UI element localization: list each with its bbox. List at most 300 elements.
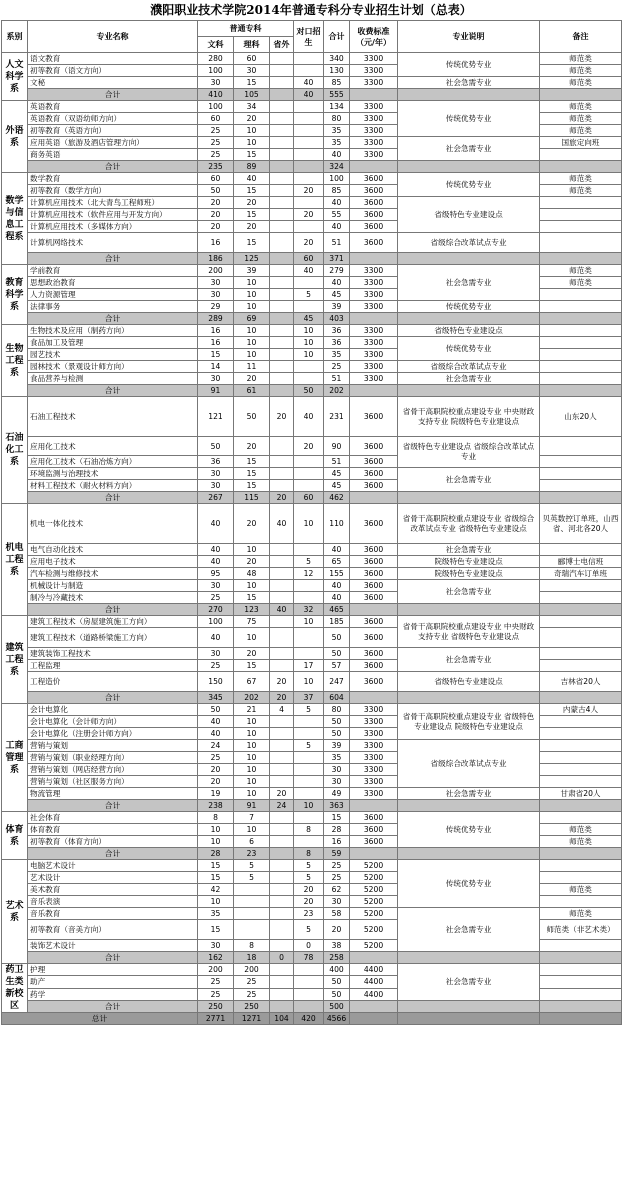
empty-cell [540, 800, 622, 812]
major-description: 省级特色专业建设点 省级综合改革试点专业 [398, 437, 540, 468]
empty-cell [540, 952, 622, 964]
total-value: 57 [324, 660, 350, 672]
duikou-value [294, 812, 324, 824]
subtotal-label: 合计 [28, 161, 198, 173]
empty-cell [540, 385, 622, 397]
wenke-value: 30 [198, 373, 234, 385]
major-name: 计算机应用技术（北大青鸟工程师班） [28, 197, 198, 209]
subtotal-label: 合计 [28, 385, 198, 397]
fee-value: 3300 [350, 752, 398, 764]
remark-cell [540, 349, 622, 361]
duikou-value [294, 716, 324, 728]
dept-cell: 教育科学系 [2, 265, 28, 325]
wenke-value: 40 [198, 544, 234, 556]
table-row [2, 616, 622, 628]
major-name: 制冷与冷藏技术 [28, 592, 198, 604]
wenke-value: 50 [198, 704, 234, 716]
total-value: 45 [324, 289, 350, 301]
fee-value: 3600 [350, 592, 398, 604]
major-name: 电脑艺术设计 [28, 860, 198, 872]
like-value: 5 [234, 860, 270, 872]
major-name: 园林技术（景观设计师方向） [28, 361, 198, 373]
major-name: 汽车检测与维修技术 [28, 568, 198, 580]
remark-cell: 师范类 [540, 265, 622, 277]
table-row [2, 397, 622, 437]
remark-cell [540, 964, 622, 976]
like-value: 11 [234, 361, 270, 373]
wenke-value: 30 [198, 940, 234, 952]
remark-cell: 师范类 [540, 185, 622, 197]
total-value: 20 [324, 920, 350, 940]
subtotal-value [270, 385, 294, 397]
major-description: 院级特色专业建设点 [398, 568, 540, 580]
total-value: 80 [324, 113, 350, 125]
major-name: 英语教育（双语幼师方向） [28, 113, 198, 125]
total-value: 38 [324, 940, 350, 952]
like-value: 200 [234, 964, 270, 976]
fee-value: 3300 [350, 716, 398, 728]
major-name: 生物技术及应用（制药方向） [28, 325, 198, 337]
duikou-value [294, 101, 324, 113]
major-name: 应用化工技术（石油冶炼方向） [28, 456, 198, 468]
empty-cell [350, 604, 398, 616]
like-value: 10 [234, 764, 270, 776]
like-value: 15 [234, 468, 270, 480]
duikou-value: 5 [294, 860, 324, 872]
duikou-value [294, 149, 324, 161]
empty-cell [350, 89, 398, 101]
shengwai-value: 40 [270, 504, 294, 544]
wenke-value: 42 [198, 884, 234, 896]
subtotal-value [270, 1000, 294, 1012]
wenke-value: 30 [198, 468, 234, 480]
shengwai-value [270, 437, 294, 456]
major-name: 营销与策划 [28, 740, 198, 752]
shengwai-value [270, 361, 294, 373]
wenke-value: 60 [198, 173, 234, 185]
table-row [2, 860, 622, 872]
like-value: 10 [234, 728, 270, 740]
empty-cell [350, 800, 398, 812]
table-row [2, 437, 622, 456]
grand-total-value: 420 [294, 1013, 324, 1025]
dept-cell: 工商管理系 [2, 704, 28, 812]
fee-value: 3300 [350, 125, 398, 137]
duikou-value [294, 277, 324, 289]
like-value: 10 [234, 277, 270, 289]
remark-cell: 吉林省20人 [540, 672, 622, 692]
major-name: 初等教育（语文方向） [28, 65, 198, 77]
subtotal-label: 合计 [28, 692, 198, 704]
major-description: 传统优势专业 [398, 173, 540, 197]
like-value: 15 [234, 185, 270, 197]
table-row [2, 301, 622, 313]
wenke-value: 8 [198, 812, 234, 824]
remark-cell: 奇瑞汽车订单班 [540, 568, 622, 580]
wenke-value: 200 [198, 964, 234, 976]
fee-value: 3300 [350, 113, 398, 125]
duikou-value [294, 836, 324, 848]
wenke-value: 25 [198, 149, 234, 161]
fee-value: 5200 [350, 940, 398, 952]
shengwai-value [270, 716, 294, 728]
total-value: 80 [324, 704, 350, 716]
duikou-value [294, 752, 324, 764]
major-name: 建筑装饰工程技术 [28, 648, 198, 660]
duikou-value: 10 [294, 337, 324, 349]
empty-cell [540, 253, 622, 265]
shengwai-value [270, 113, 294, 125]
subtotal-row [2, 604, 622, 616]
dept-cell: 建筑工程系 [2, 616, 28, 704]
duikou-value [294, 480, 324, 492]
shengwai-value [270, 648, 294, 660]
total-value: 45 [324, 468, 350, 480]
remark-cell [540, 544, 622, 556]
wenke-value: 50 [198, 437, 234, 456]
wenke-value: 200 [198, 265, 234, 277]
shengwai-value: 4 [270, 704, 294, 716]
subtotal-value: 69 [234, 313, 270, 325]
shengwai-value [270, 812, 294, 824]
duikou-value [294, 373, 324, 385]
duikou-value [294, 764, 324, 776]
major-name: 初等教育（音美方向） [28, 920, 198, 940]
fee-value: 3600 [350, 616, 398, 628]
like-value [234, 908, 270, 920]
shengwai-value [270, 884, 294, 896]
fee-value: 3300 [350, 349, 398, 361]
header-like: 理科 [234, 37, 270, 53]
table-row [2, 788, 622, 800]
subtotal-value: 202 [324, 385, 350, 397]
subtotal-label: 合计 [28, 253, 198, 265]
major-name: 营销与策划（职业经理方向） [28, 752, 198, 764]
fee-value: 3600 [350, 173, 398, 185]
duikou-value: 17 [294, 660, 324, 672]
like-value: 10 [234, 628, 270, 648]
fee-value: 3600 [350, 824, 398, 836]
subtotal-row [2, 952, 622, 964]
duikou-value: 20 [294, 233, 324, 253]
like-value: 10 [234, 824, 270, 836]
fee-value: 3300 [350, 265, 398, 277]
shengwai-value [270, 896, 294, 908]
total-value: 39 [324, 301, 350, 313]
total-value: 28 [324, 824, 350, 836]
wenke-value: 15 [198, 349, 234, 361]
wenke-value: 40 [198, 628, 234, 648]
major-description: 社会急需专业 [398, 544, 540, 556]
table-row [2, 580, 622, 592]
empty-cell [350, 692, 398, 704]
empty-cell [398, 385, 540, 397]
wenke-value: 100 [198, 101, 234, 113]
duikou-value [294, 988, 324, 1000]
like-value: 7 [234, 812, 270, 824]
wenke-value: 60 [198, 113, 234, 125]
duikou-value [294, 592, 324, 604]
subtotal-value: 50 [294, 385, 324, 397]
total-value: 35 [324, 752, 350, 764]
like-value: 39 [234, 265, 270, 277]
subtotal-value: 123 [234, 604, 270, 616]
table-row [2, 568, 622, 580]
like-value: 20 [234, 556, 270, 568]
major-description: 传统优势专业 [398, 337, 540, 361]
duikou-value: 20 [294, 209, 324, 221]
total-value: 45 [324, 480, 350, 492]
duikou-value [294, 964, 324, 976]
subtotal-row [2, 385, 622, 397]
wenke-value: 24 [198, 740, 234, 752]
subtotal-value: 289 [198, 313, 234, 325]
shengwai-value [270, 628, 294, 648]
major-description: 省骨干高职院校重点建设专业 中央财政支持专业 省级特色专业建设点 [398, 616, 540, 648]
subtotal-value: 324 [324, 161, 350, 173]
like-value: 20 [234, 373, 270, 385]
like-value: 10 [234, 788, 270, 800]
major-name: 社会体育 [28, 812, 198, 824]
subtotal-value: 267 [198, 492, 234, 504]
remark-cell [540, 468, 622, 480]
fee-value: 3300 [350, 101, 398, 113]
total-value: 16 [324, 836, 350, 848]
shengwai-value [270, 752, 294, 764]
table-row [2, 361, 622, 373]
major-description: 省骨干高职院校重点建设专业 省级特色专业建设点 院级特色专业建设点 [398, 704, 540, 740]
like-value: 48 [234, 568, 270, 580]
major-name: 营销与策划（社区服务方向） [28, 776, 198, 788]
wenke-value: 25 [198, 592, 234, 604]
duikou-value [294, 628, 324, 648]
major-name: 电气自动化技术 [28, 544, 198, 556]
major-name: 体育教育 [28, 824, 198, 836]
table-row [2, 101, 622, 113]
duikou-value: 10 [294, 504, 324, 544]
empty-cell [350, 161, 398, 173]
duikou-value [294, 113, 324, 125]
wenke-value: 20 [198, 221, 234, 233]
fee-value: 3600 [350, 544, 398, 556]
subtotal-label: 合计 [28, 800, 198, 812]
like-value [234, 920, 270, 940]
shengwai-value [270, 976, 294, 988]
subtotal-value [270, 161, 294, 173]
duikou-value: 5 [294, 920, 324, 940]
remark-cell [540, 209, 622, 221]
major-description: 社会急需专业 [398, 137, 540, 161]
shengwai-value [270, 988, 294, 1000]
like-value: 60 [234, 53, 270, 65]
fee-value: 3600 [350, 504, 398, 544]
major-name: 会计电算化（注册会计师方向） [28, 728, 198, 740]
table-row [2, 373, 622, 385]
major-description: 社会急需专业 [398, 964, 540, 1001]
total-value: 50 [324, 648, 350, 660]
remark-cell: 师范类 [540, 884, 622, 896]
major-name: 计算机应用技术（多媒体方向） [28, 221, 198, 233]
duikou-value: 10 [294, 349, 324, 361]
like-value: 8 [234, 940, 270, 952]
wenke-value: 95 [198, 568, 234, 580]
subtotal-value: 91 [198, 385, 234, 397]
dept-cell: 药卫生类 新校区 [2, 964, 28, 1013]
table-row [2, 325, 622, 337]
duikou-value: 40 [294, 265, 324, 277]
table-row [2, 704, 622, 716]
major-description: 社会急需专业 [398, 580, 540, 604]
shengwai-value [270, 480, 294, 492]
remark-cell [540, 373, 622, 385]
table-row [2, 137, 622, 149]
total-value: 279 [324, 265, 350, 277]
major-name: 法律事务 [28, 301, 198, 313]
like-value: 5 [234, 872, 270, 884]
subtotal-value: 78 [294, 952, 324, 964]
empty-cell [398, 161, 540, 173]
shengwai-value [270, 556, 294, 568]
wenke-value: 30 [198, 289, 234, 301]
remark-cell: 师范类 [540, 173, 622, 185]
dept-cell: 机电工程系 [2, 504, 28, 616]
remark-cell [540, 233, 622, 253]
fee-value: 3600 [350, 628, 398, 648]
total-value: 100 [324, 173, 350, 185]
total-value: 40 [324, 221, 350, 233]
subtotal-value: 59 [324, 848, 350, 860]
duikou-value [294, 648, 324, 660]
duikou-value [294, 301, 324, 313]
subtotal-value: 45 [294, 313, 324, 325]
header-fee: 收费标准（元/年） [350, 21, 398, 53]
fee-value: 3600 [350, 648, 398, 660]
shengwai-value [270, 940, 294, 952]
duikou-value [294, 456, 324, 468]
major-name: 初等教育（体育方向） [28, 836, 198, 848]
fee-value: 3300 [350, 361, 398, 373]
fee-value: 3600 [350, 660, 398, 672]
fee-value: 3600 [350, 556, 398, 568]
like-value: 15 [234, 592, 270, 604]
total-value: 25 [324, 872, 350, 884]
shengwai-value [270, 580, 294, 592]
major-name: 护理 [28, 964, 198, 976]
subtotal-row [2, 253, 622, 265]
major-description: 省级综合改革试点专业 [398, 361, 540, 373]
remark-cell [540, 197, 622, 209]
wenke-value: 15 [198, 872, 234, 884]
subtotal-value [270, 313, 294, 325]
like-value: 10 [234, 125, 270, 137]
major-name: 石油工程技术 [28, 397, 198, 437]
shengwai-value [270, 776, 294, 788]
like-value: 25 [234, 976, 270, 988]
major-name: 初等教育（数学方向） [28, 185, 198, 197]
major-description: 传统优势专业 [398, 860, 540, 908]
shengwai-value [270, 349, 294, 361]
subtotal-value: 10 [294, 800, 324, 812]
duikou-value: 40 [294, 77, 324, 89]
total-value: 85 [324, 77, 350, 89]
shengwai-value [270, 660, 294, 672]
remark-cell [540, 616, 622, 628]
fee-value: 4400 [350, 988, 398, 1000]
wenke-value: 10 [198, 824, 234, 836]
subtotal-value: 18 [234, 952, 270, 964]
fee-value: 4400 [350, 976, 398, 988]
total-value: 49 [324, 788, 350, 800]
shengwai-value [270, 568, 294, 580]
major-name: 工程监理 [28, 660, 198, 672]
fee-value: 3300 [350, 764, 398, 776]
remark-cell [540, 580, 622, 592]
subtotal-value: 162 [198, 952, 234, 964]
subtotal-value: 462 [324, 492, 350, 504]
shengwai-value [270, 872, 294, 884]
like-value: 15 [234, 480, 270, 492]
remark-cell: 师范类 [540, 908, 622, 920]
shengwai-value [270, 301, 294, 313]
wenke-value: 40 [198, 504, 234, 544]
total-value: 25 [324, 361, 350, 373]
total-value: 36 [324, 325, 350, 337]
major-name: 英语教育 [28, 101, 198, 113]
duikou-value [294, 788, 324, 800]
shengwai-value: 20 [270, 788, 294, 800]
subtotal-value: 28 [198, 848, 234, 860]
shengwai-value [270, 468, 294, 480]
like-value: 10 [234, 289, 270, 301]
major-name: 药学 [28, 988, 198, 1000]
major-description: 社会急需专业 [398, 373, 540, 385]
fee-value: 3300 [350, 704, 398, 716]
remark-cell [540, 149, 622, 161]
empty-cell [398, 492, 540, 504]
like-value: 10 [234, 301, 270, 313]
fee-value: 3600 [350, 437, 398, 456]
remark-cell: 师范类 [540, 836, 622, 848]
header-shengwai: 省外 [270, 37, 294, 53]
subtotal-value: 363 [324, 800, 350, 812]
wenke-value: 40 [198, 716, 234, 728]
table-row [2, 740, 622, 752]
duikou-value [294, 173, 324, 185]
subtotal-value: 24 [270, 800, 294, 812]
subtotal-value: 238 [198, 800, 234, 812]
subtotal-value: 89 [234, 161, 270, 173]
empty-cell [350, 1000, 398, 1012]
wenke-value: 20 [198, 197, 234, 209]
wenke-value: 30 [198, 277, 234, 289]
duikou-value [294, 580, 324, 592]
subtotal-value: 61 [234, 385, 270, 397]
major-description: 社会急需专业 [398, 468, 540, 492]
major-description: 省级特色专业建设点 [398, 197, 540, 233]
shengwai-value [270, 289, 294, 301]
table-row [2, 233, 622, 253]
remark-cell: 甘肃省20人 [540, 788, 622, 800]
subtotal-value: 8 [294, 848, 324, 860]
shengwai-value [270, 860, 294, 872]
grand-total-value: 2771 [198, 1013, 234, 1025]
subtotal-value: 23 [234, 848, 270, 860]
subtotal-label: 合计 [28, 604, 198, 616]
enrollment-plan-table [1, 20, 622, 1025]
like-value: 6 [234, 836, 270, 848]
shengwai-value [270, 544, 294, 556]
subtotal-value [294, 161, 324, 173]
